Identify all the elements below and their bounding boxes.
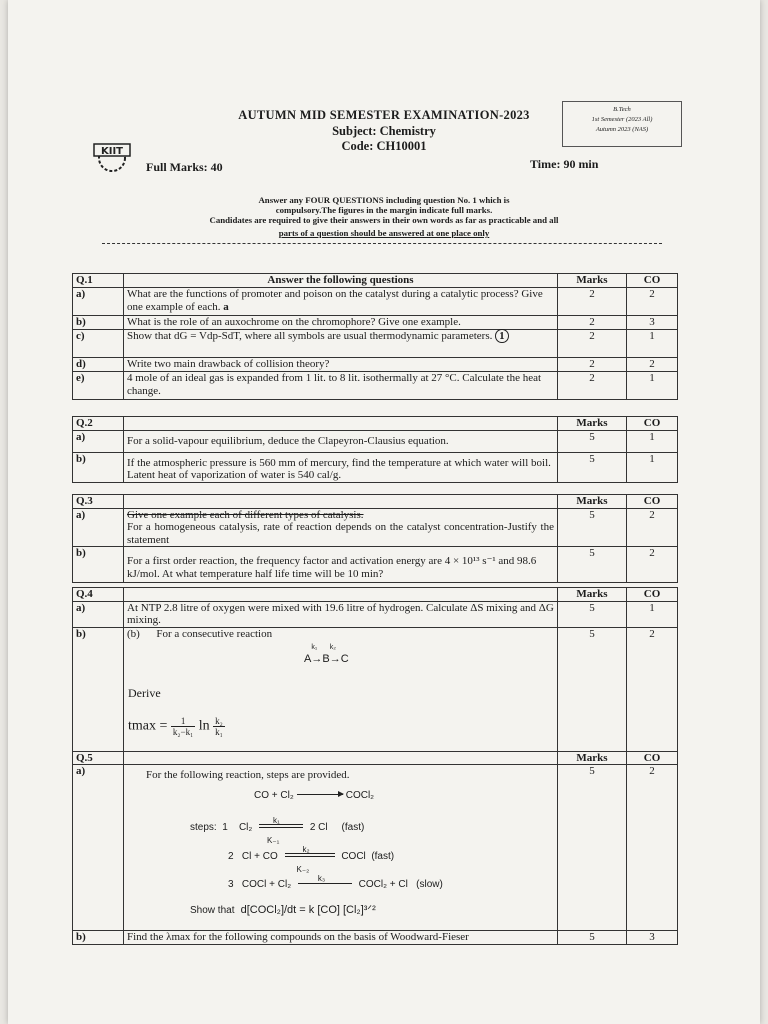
logo-text: KIIT <box>100 146 124 157</box>
marks-header: Marks <box>558 274 627 288</box>
question-number: Q.5 <box>73 751 124 765</box>
co-value: 1 <box>627 430 678 452</box>
part-label: b) <box>73 547 124 583</box>
margin-mark: a <box>223 300 229 313</box>
co-value: 1 <box>627 330 678 358</box>
question-3-table <box>72 494 678 583</box>
question-4-5-table <box>72 587 678 945</box>
blank-cell <box>124 417 558 431</box>
co-value: 3 <box>627 931 678 945</box>
co-value: 2 <box>627 508 678 547</box>
question-text-line: Give one example each of different types of catalysis. <box>127 508 364 521</box>
part-label: a) <box>73 508 124 547</box>
part-label: c) <box>73 330 124 358</box>
co-value: 3 <box>627 316 678 330</box>
course-code: Code: CH10001 <box>341 139 427 153</box>
question-text: For the following reaction, steps are provided. <box>124 765 558 931</box>
marks-value: 2 <box>558 330 627 358</box>
co-value: 2 <box>627 288 678 316</box>
semester-stamp <box>562 101 682 147</box>
question-text: 4 mole of an ideal gas is expanded from 1 lit. to 8 lit. isothermally at 27 °C. Calculate the heat change. <box>124 372 558 400</box>
question-1-table <box>72 273 678 400</box>
question-text: If the atmospheric pressure is 560 mm of mercury, find the temperature at which water will boil. Latent heat of vaporization of water is 540 cal/g. <box>124 452 558 482</box>
marks-value: 5 <box>558 765 627 931</box>
question-text <box>124 508 558 547</box>
step-2: 2 Cl + CO $\frac{\text{k₂}}{\text{K₋₂}}$ COCl (fast) <box>228 845 395 874</box>
question-number: Q.3 <box>73 495 124 509</box>
marks-value: 2 <box>558 316 627 330</box>
margin-mark: 1 <box>495 329 509 343</box>
question-2-table <box>72 416 678 483</box>
part-label: d) <box>73 358 124 372</box>
question-text: What is the role of an auxochrome on the chromophore? Give one example. <box>124 316 558 330</box>
question-number: Q.2 <box>73 417 124 431</box>
marks-header: Marks <box>558 588 627 602</box>
question-text: Find the λmax for the following compounds on the basis of Woodward-Fieser <box>124 931 558 945</box>
co-header: CO <box>627 751 678 765</box>
marks-value: 5 <box>558 627 627 751</box>
part-label: b) <box>73 316 124 330</box>
instruction-line: parts of a question should be answered at one place only <box>278 228 490 238</box>
derive-label: Derive <box>128 686 161 700</box>
question-text: At NTP 2.8 litre of oxygen were mixed with 19.6 litre of hydrogen. Calculate ΔS mixing and ΔG mixing. <box>124 601 558 627</box>
step-3: 3 COCl + Cl₂ k₃ COCl₂ + Cl (slow) <box>228 874 443 890</box>
consecutive-reaction: A k₁ →B k₂ →C <box>304 644 349 665</box>
step-1: steps: 1 Cl₂ $\frac{\text{k₁}}{\text{K₋₁}}$ 2 Cl (fast) <box>190 816 365 845</box>
stamp-line: 1st Semester (2023 All) <box>591 116 653 123</box>
kiit-logo-icon <box>88 134 140 174</box>
co-value: 2 <box>627 358 678 372</box>
blank-cell <box>124 495 558 509</box>
marks-header: Marks <box>558 751 627 765</box>
question-text: For a first order reaction, the frequency factor and activation energy are 4 × 10¹³ s⁻¹ and 98.6 kJ/mol. At what temperature half life time will be 10 min? <box>124 547 558 583</box>
question-text: What are the functions of promoter and poison on the catalyst during a catalytic process? Give one example of each. a <box>124 288 558 316</box>
rate-law: Show that d[COCl₂]/dt = k [CO] [Cl₂]³ᐟ² <box>190 904 376 916</box>
marks-value: 2 <box>558 358 627 372</box>
subject: Subject: Chemistry <box>332 124 436 138</box>
part-label: a) <box>73 288 124 316</box>
marks-value: 5 <box>558 430 627 452</box>
divider <box>102 243 662 244</box>
question-number: Q.1 <box>73 274 124 288</box>
section-heading: Answer the following questions <box>124 274 558 288</box>
question-number: Q.4 <box>73 588 124 602</box>
marks-value: 5 <box>558 601 627 627</box>
co-value: 1 <box>627 452 678 482</box>
blank-cell <box>124 751 558 765</box>
marks-value: 2 <box>558 372 627 400</box>
tmax-equation: tmax = $\frac{1}{\text{k₂−k₁}}$ ln $\frac{\text{k₂}}{\text{k₁}}$ <box>128 716 223 737</box>
marks-header: Marks <box>558 495 627 509</box>
part-label: a) <box>73 430 124 452</box>
part-label: a) <box>73 601 124 627</box>
marks-header: Marks <box>558 417 627 431</box>
part-label: b) <box>73 452 124 482</box>
part-label: b) <box>73 627 124 751</box>
full-marks: Full Marks: 40 <box>146 160 223 174</box>
question-text: (b) For a consecutive reaction <box>124 627 558 751</box>
exam-title: AUTUMN MID SEMESTER EXAMINATION-2023 <box>238 108 530 122</box>
stamp-line: Autumn 2023 (NAS) <box>595 126 649 133</box>
co-value: 2 <box>627 627 678 751</box>
question-text: Show that dG = Vdp-SdT, where all symbols are usual thermodynamic parameters. 1 <box>124 330 558 358</box>
co-value: 1 <box>627 372 678 400</box>
co-header: CO <box>627 417 678 431</box>
co-header: CO <box>627 274 678 288</box>
part-label: b) <box>73 931 124 945</box>
co-header: CO <box>627 588 678 602</box>
overall-reaction: CO + Cl₂ COCl₂ <box>254 790 375 801</box>
co-header: CO <box>627 495 678 509</box>
instruction-line: compulsory.The figures in the margin indicate full marks. <box>275 205 493 215</box>
exam-time: Time: 90 min <box>530 157 599 171</box>
part-label: e) <box>73 372 124 400</box>
instruction-line: Answer any FOUR QUESTIONS including question No. 1 which is <box>258 195 510 205</box>
question-text: Write two main drawback of collision theory? <box>124 358 558 372</box>
marks-value: 2 <box>558 288 627 316</box>
marks-value: 5 <box>558 452 627 482</box>
marks-value: 5 <box>558 931 627 945</box>
stamp-line: B.Tech <box>613 106 631 113</box>
marks-value: 5 <box>558 508 627 547</box>
instruction-line: Candidates are required to give their answers in their own words as far as practicable and all <box>209 215 559 225</box>
question-text-line: For a homogeneous catalysis, rate of reaction depends on the catalyst concentration-Justify the statement <box>127 521 554 546</box>
co-value: 2 <box>627 547 678 583</box>
co-value: 1 <box>627 601 678 627</box>
part-label: a) <box>73 765 124 931</box>
co-value: 2 <box>627 765 678 931</box>
question-text: For a solid-vapour equilibrium, deduce the Clapeyron-Clausius equation. <box>124 430 558 452</box>
blank-cell <box>124 588 558 602</box>
marks-value: 5 <box>558 547 627 583</box>
